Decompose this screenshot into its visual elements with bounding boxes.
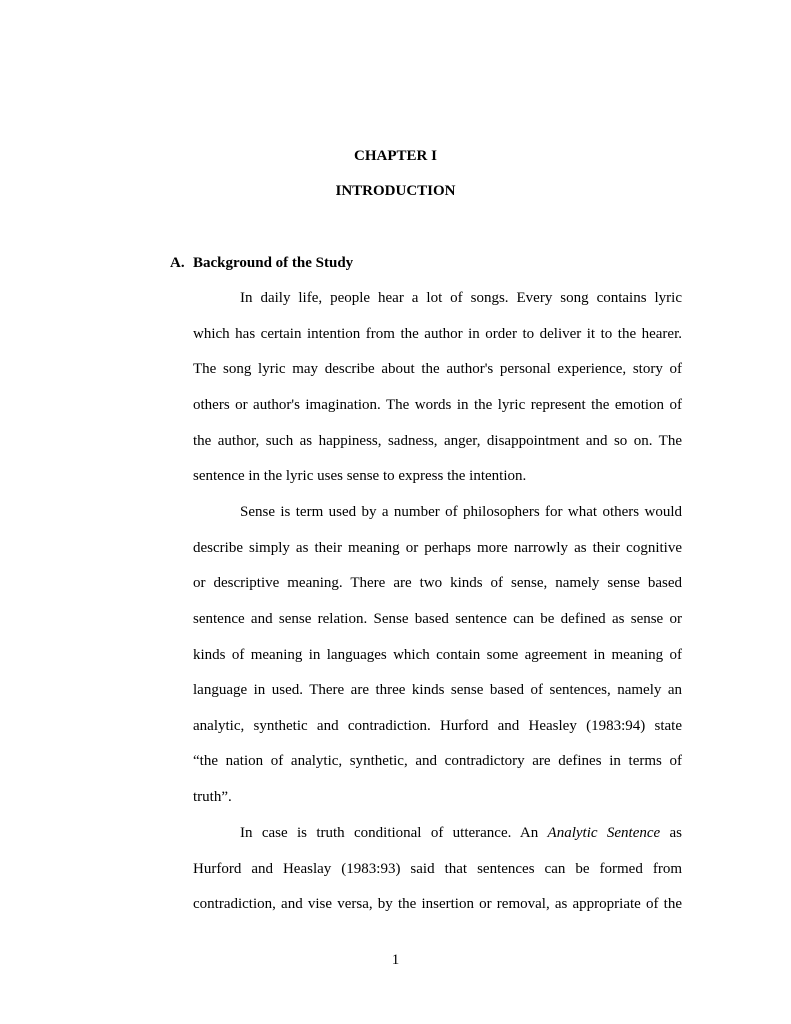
paragraph-line: The song lyric may describe about the author's personal experience, story of xyxy=(193,361,682,377)
page-number: 1 xyxy=(391,952,400,968)
chapter-number: CHAPTER I xyxy=(354,148,437,164)
chapter-title: INTRODUCTION xyxy=(335,183,456,199)
paragraph-line: In daily life, people hear a lot of songs. Every song contains lyric xyxy=(240,290,682,306)
paragraph-line: Sense is term used by a number of philosophers for what others would xyxy=(240,504,682,520)
section-title: Background of the Study xyxy=(193,255,354,271)
paragraph-line: kinds of meaning in languages which contain some agreement in meaning of xyxy=(193,647,682,663)
paragraph-line: Hurford and Heaslay (1983:93) said that sentences can be formed from xyxy=(193,861,682,877)
paragraph-line: others or author's imagination. The words in the lyric represent the emotion of xyxy=(193,397,682,413)
paragraph-line: sentence in the lyric uses sense to express the intention. xyxy=(193,468,527,484)
paragraph-line: contradiction, and vise versa, by the insertion or removal, as appropriate of the xyxy=(193,896,682,912)
paragraph-text: as xyxy=(660,825,683,841)
paragraph-line: or descriptive meaning. There are two kinds of sense, namely sense based xyxy=(193,575,682,591)
section-letter: A. xyxy=(170,255,185,271)
paragraph-line: analytic, synthetic and contradiction. Hurford and Heasley (1983:94) state xyxy=(193,718,682,734)
section-heading xyxy=(170,254,353,272)
italic-term: Analytic Sentence xyxy=(547,825,661,841)
paragraph-line xyxy=(240,824,682,842)
paragraph-line: truth”. xyxy=(193,789,232,805)
paragraph-line: the author, such as happiness, sadness, anger, disappointment and so on. The xyxy=(193,433,682,449)
paragraph-line: sentence and sense relation. Sense based sentence can be defined as sense or xyxy=(193,611,682,627)
paragraph-text: In case is truth conditional of utterance. An xyxy=(240,825,548,841)
paragraph-line: which has certain intention from the author in order to deliver it to the hearer. xyxy=(193,326,682,342)
paragraph-line: “the nation of analytic, synthetic, and contradictory are defines in terms of xyxy=(193,753,682,769)
paragraph-line: describe simply as their meaning or perhaps more narrowly as their cognitive xyxy=(193,540,682,556)
paragraph-line: language in used. There are three kinds sense based of sentences, namely an xyxy=(193,682,682,698)
